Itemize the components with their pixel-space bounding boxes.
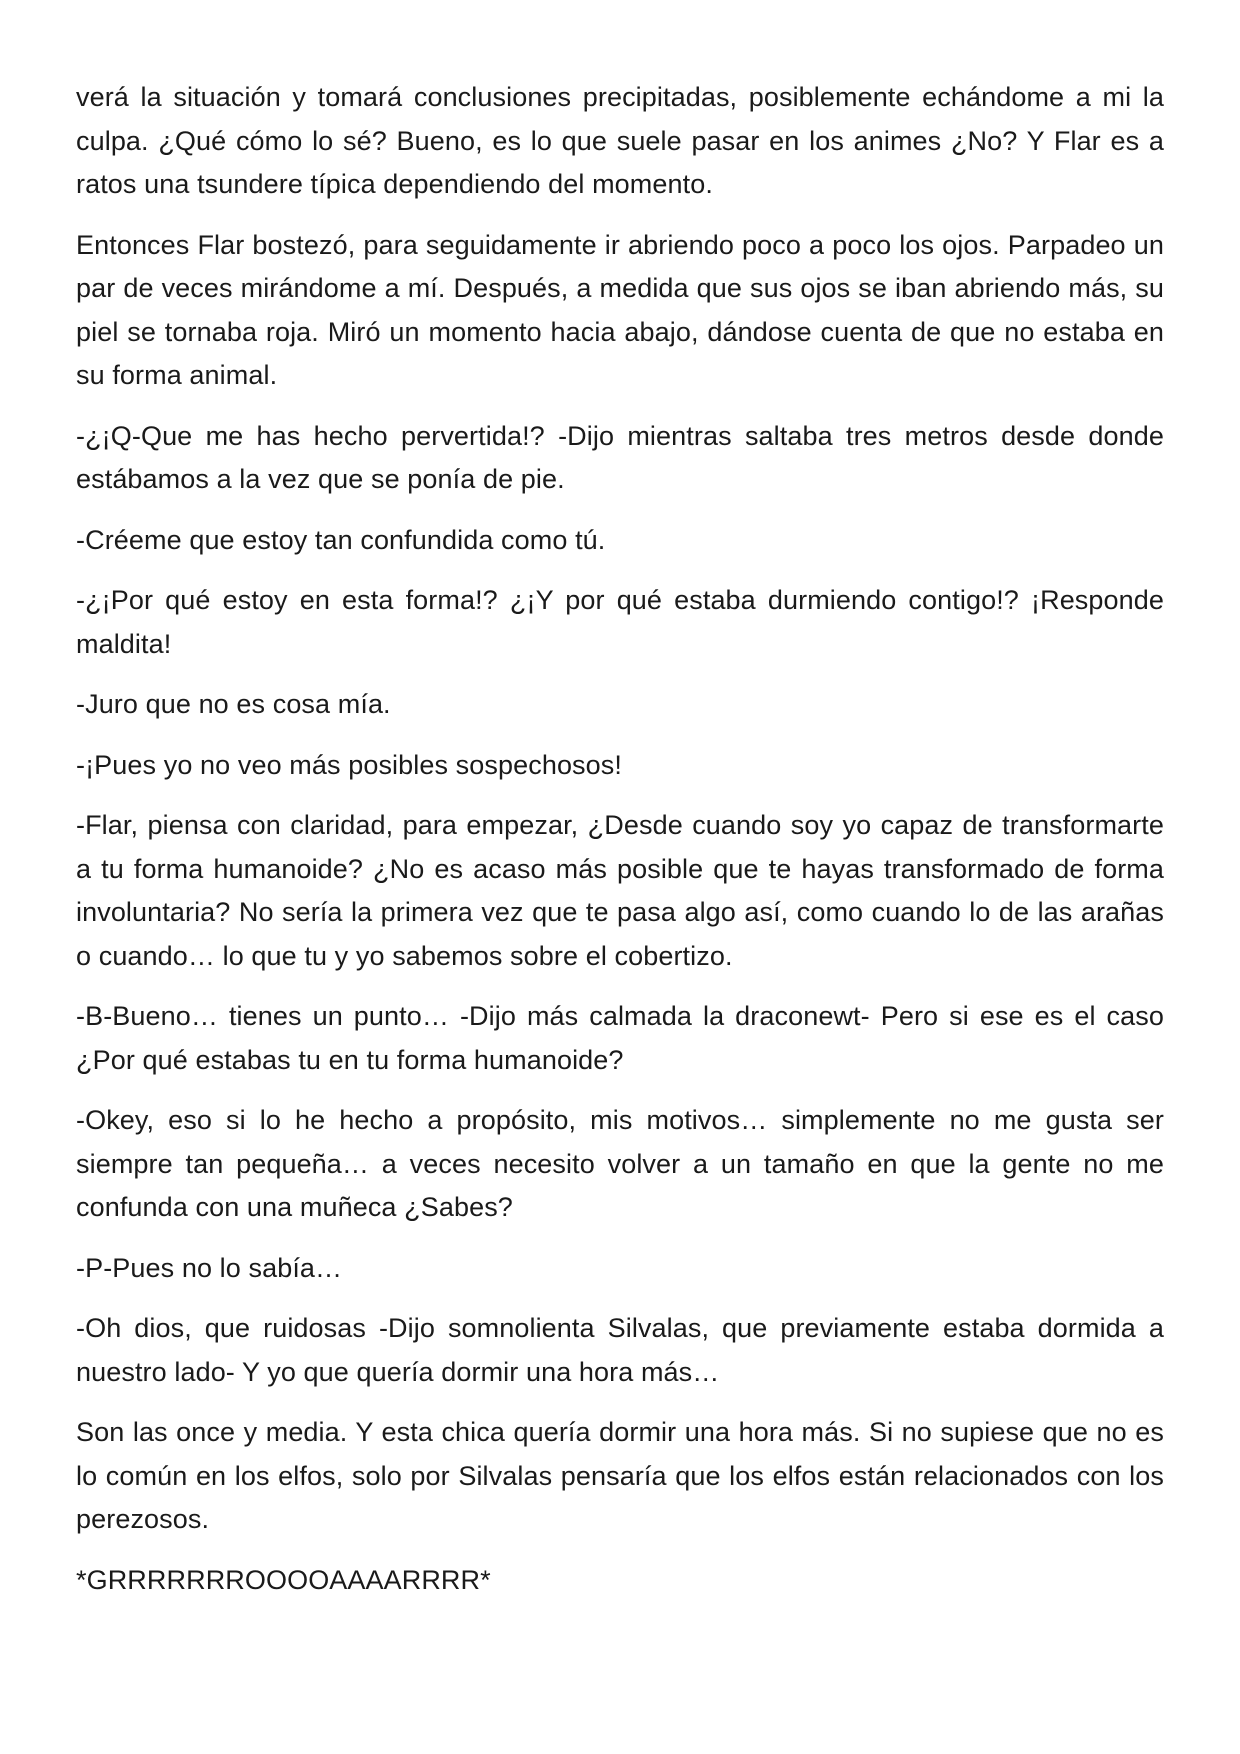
dialogue-line: -P-Pues no lo sabía… (76, 1252, 343, 1283)
dialogue-line: -Créeme que estoy tan confundida como tú. (76, 524, 606, 555)
dialogue-line: -B-Bueno… tienes un punto… -Dijo más calmada la draconewt- Pero si ese es el caso ¿Por qué estabas tu en tu forma humanoide? (76, 1001, 1164, 1075)
paragraph: Son las once y media. Y esta chica quería dormir una hora más. Si no supiese que no es lo común en los elfos, solo por Silvalas pensaría que los elfos están relacionados con los perezosos. (76, 1417, 1164, 1534)
dialogue-line: -Juro que no es cosa mía. (76, 689, 391, 719)
dialogue-line: -Oh dios, que ruidosas -Dijo somnolienta Silvalas, que previamente estaba dormida a nuestro lado- Y yo que quería dormir una hora más… (76, 1313, 1164, 1387)
dialogue-line: -Okey, eso si lo he hecho a propósito, mis motivos… simplemente no me gusta ser siempre tan pequeña… a veces necesito volver a un tamaño en que la gente no me confunda con una muñeca ¿Sabes? (76, 1105, 1164, 1222)
paragraph: Entonces Flar bostezó, para seguidamente ir abriendo poco a poco los ojos. Parpadeo un par de veces mirándome a mí. Después, a medida que sus ojos se iban abriendo más, su piel se tornaba roja. Miró un momento hacia abajo, dándose cuenta de que no estaba en su forma animal. (76, 229, 1164, 390)
dialogue-line: -¿¡Por qué estoy en esta forma!? ¿¡Y por qué estaba durmiendo contigo!? ¡Responde maldita! (76, 585, 1164, 659)
dialogue-line: -¡Pues yo no veo más posibles sospechosos! (76, 749, 622, 780)
sound-effect-line: *GRRRRRRROOOOAAAARRRR* (76, 1564, 491, 1595)
paragraph: verá la situación y tomará conclusiones precipitadas, posiblemente echándome a mi la culpa. ¿Qué cómo lo sé? Bueno, es lo que suele pasar en los animes ¿No? Y Flar es a ratos una tsundere típica dependiendo del momento. (76, 82, 1164, 199)
dialogue-line: -¿¡Q-Que me has hecho pervertida!? -Dijo mientras saltaba tres metros desde donde estábamos a la vez que se ponía de pie. (76, 420, 1164, 494)
dialogue-line: -Flar, piensa con claridad, para empezar, ¿Desde cuando soy yo capaz de transformarte a tu forma humanoide? ¿No es acaso más posible que te hayas transformado de forma involuntaria? No sería la primera vez que te pasa algo así, como cuando lo de las arañas o cuando… lo que tu y yo sabemos sobre el cobertizo. (76, 810, 1164, 971)
body-text (76, 76, 1164, 1602)
